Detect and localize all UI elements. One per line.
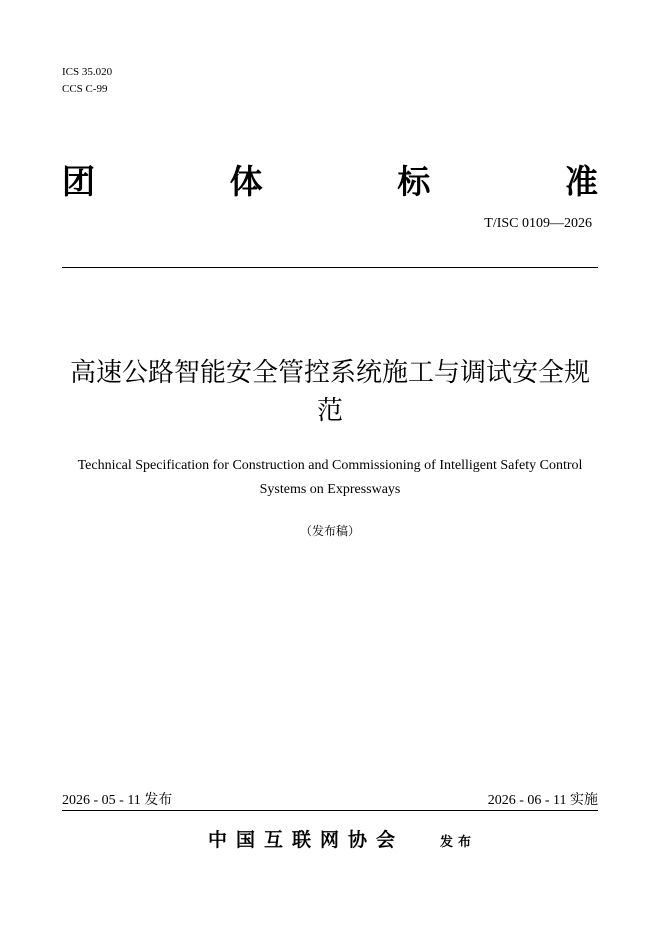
implementation-date: 2026 - 06 - 11 实施 [487, 793, 598, 808]
publisher-line [208, 826, 476, 857]
standard-type-char: 体 [229, 162, 263, 201]
standard-type-char: 准 [564, 162, 598, 201]
document-title-chinese: 高速公路智能安全管控系统施工与调试安全规范 [69, 358, 590, 426]
publisher-name: 中国互联网协会 [208, 829, 405, 851]
standard-number: T/ISC 0109—2026 [484, 216, 592, 231]
footer-divider [62, 810, 598, 811]
document-title-english: Technical Specification for Construction and Commissioning of Intelligent Safety Control Systems on Expressways [77, 458, 583, 497]
ccs-code: CCS C-99 [62, 83, 108, 95]
standard-type-char: 团 [62, 162, 95, 201]
draft-status-label: （发布稿） [299, 524, 360, 538]
ics-code: ICS 35.020 [62, 66, 113, 78]
classification-codes [62, 64, 112, 98]
publish-label: 发布 [440, 835, 477, 850]
standard-type-heading [62, 160, 598, 204]
header-divider [62, 267, 598, 268]
release-date: 2026 - 05 - 11 发布 [62, 793, 173, 808]
date-row [62, 791, 598, 811]
standard-type-char: 标 [397, 162, 431, 201]
